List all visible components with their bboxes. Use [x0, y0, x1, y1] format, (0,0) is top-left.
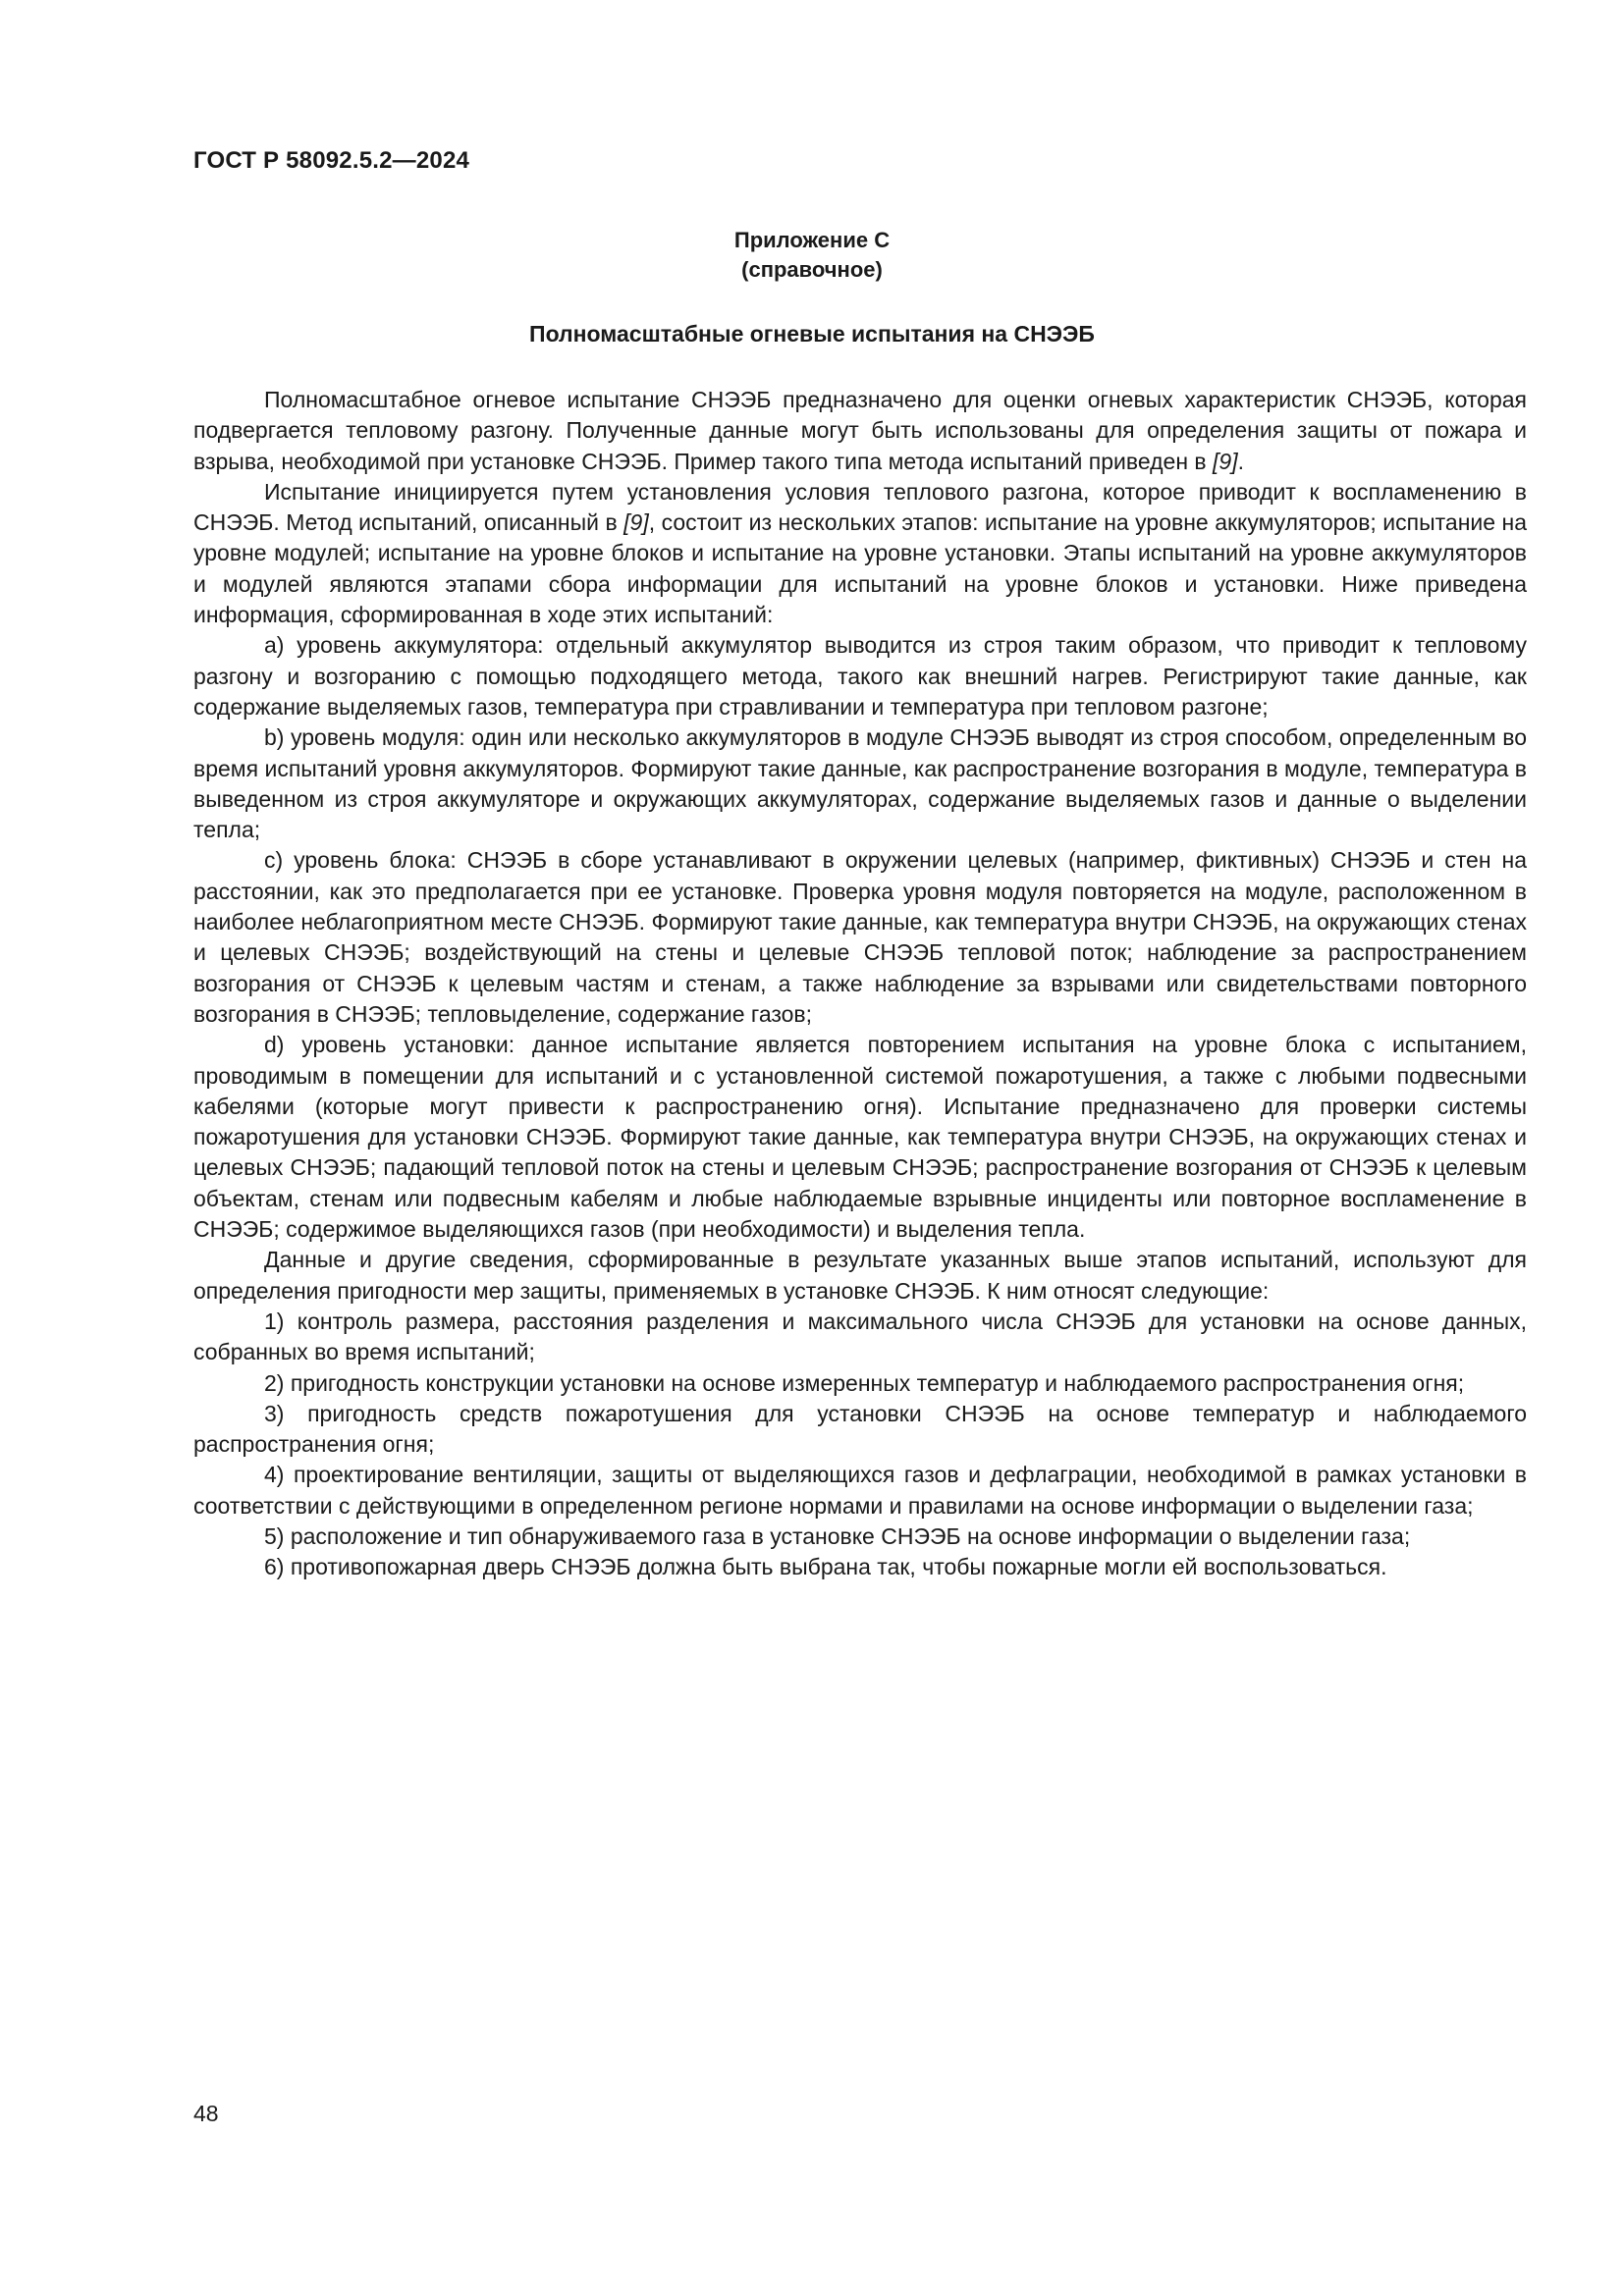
- appendix-heading: [0, 226, 1624, 285]
- reference-link: [9]: [1213, 448, 1238, 474]
- list-item-5: 5) расположение и тип обнаруживаемого газа в установке СНЭЭБ на основе информации о выделении газа;: [264, 1522, 1411, 1549]
- section-title: Полномасштабные огневые испытания на СНЭЭБ: [529, 321, 1095, 347]
- list-item-unit-level: c) уровень блока: СНЭЭБ в сборе устанавливают в окружении целевых (например, фиктивных) СНЭЭБ и стен на расстоянии, как это предполагается при ее установке. Проверка уровня модуля повторяется на модуле, расположенном в наиболее неблагоприятном месте СНЭЭБ. Формируют такие данные, как температура внутри СНЭЭБ, на окружающих стенах и целевых СНЭЭБ; воздействующий на стены и целевые СНЭЭБ тепловой поток; наблюдение за распространением возгорания от СНЭЭБ к целевым частям и стенам, а также наблюдение за взрывами или свидетельствами повторного возгорания в СНЭЭБ; тепловыделение, содержание газов;: [193, 847, 1527, 1027]
- list-item-3: 3) пригодность средств пожаротушения для установки СНЭЭБ на основе температур и наблюдаемого распространения огня;: [193, 1400, 1527, 1458]
- appendix-title: Приложение С: [733, 228, 891, 252]
- list-item-installation-level: d) уровень установки: данное испытание является повторением испытания на уровне блока с испытанием, проводимым в помещении для испытаний и с установленной системой пожаротушения, а также с любыми подвесными кабелями (которые могут привести к распространению огня). Испытание предназначено для проверки системы пожаротушения для установки СНЭЭБ. Формируют такие данные, как температура внутри СНЭЭБ, на окружающих стенах и целевых СНЭЭБ; падающий тепловой поток на стены и целевым СНЭЭБ; распространение возгорания от СНЭЭБ к целевым объектам, стенам или подвесным кабелям и любые наблюдаемые взрывные инциденты или повторное воспламенение в СНЭЭБ; содержимое выделяющихся газов (при необходимости) и выделения тепла.: [193, 1032, 1527, 1243]
- reference-link: [9]: [623, 509, 649, 536]
- paragraph-data-usage: Данные и другие сведения, сформированные в результате указанных выше этапов испытаний, используют для определения пригодности мер защиты, применяемых в установке СНЭЭБ. К ним относят следующие:: [193, 1247, 1527, 1304]
- list-item-cell-level: a) уровень аккумулятора: отдельный аккумулятор выводится из строя таким образом, что приводит к тепловому разгону и возгоранию с помощью подходящего метода, такого как внешний нагрев. Регистрируют такие данные, как содержание выделяемых газов, температура при стравливании и температура при тепловом разгоне;: [193, 632, 1527, 720]
- paragraph-method: Испытание инициируется путем установления условия теплового разгона, которое приводит к воспламенению в СНЭЭБ. Метод испытаний, описанный в [9], состоит из нескольких этапов: испытание на уровне аккумуляторов; испытание на уровне модулей; испытание на уровне блоков и испытание на уровне установки. Этапы испытаний на уровне аккумуляторов и модулей являются этапами сбора информации для испытаний на уровне блоков и установки. Ниже приведена информация, сформированная в ходе этих испытаний:: [193, 478, 1528, 628]
- list-item-4: 4) проектирование вентиляции, защиты от выделяющихся газов и дефлаграции, необходимой в рамках установки в соответствии с действующими в определенном регионе нормами и правилами на основе информации о выделении газа;: [193, 1462, 1527, 1519]
- list-item-module-level: b) уровень модуля: один или несколько аккумуляторов в модуле СНЭЭБ выводят из строя способом, определенным во время испытаний уровня аккумуляторов. Формируют такие данные, как распространение возгорания в модуле, температура в выведенном из строя аккумуляторе и окружающих аккумуляторах, содержание выделяемых газов и данные о выделении тепла;: [193, 724, 1527, 843]
- appendix-subtitle: (справочное): [741, 257, 883, 282]
- list-item-2: 2) пригодность конструкции установки на основе измеренных температур и наблюдаемого распространения огня;: [264, 1369, 1465, 1396]
- list-item-1: 1) контроль размера, расстояния разделения и максимального числа СНЭЭБ для установки на основе данных, собранных во время испытаний;: [193, 1308, 1527, 1365]
- paragraph-intro: Полномасштабное огневое испытание СНЭЭБ предназначено для оценки огневых характеристик СНЭЭБ, которая подвергается тепловому разгону. Полученные данные могут быть использованы для определения защиты от пожара и взрыва, необходимой при установке СНЭЭБ. Пример такого типа метода испытаний приведен в [9].: [193, 387, 1527, 474]
- document-code: ГОСТ Р 58092.5.2—2024: [193, 147, 470, 174]
- page-number: 48: [193, 2101, 219, 2126]
- list-item-6: 6) противопожарная дверь СНЭЭБ должна быть выбрана так, чтобы пожарные могли ей воспользоваться.: [264, 1554, 1387, 1580]
- body-text: [193, 385, 1527, 1583]
